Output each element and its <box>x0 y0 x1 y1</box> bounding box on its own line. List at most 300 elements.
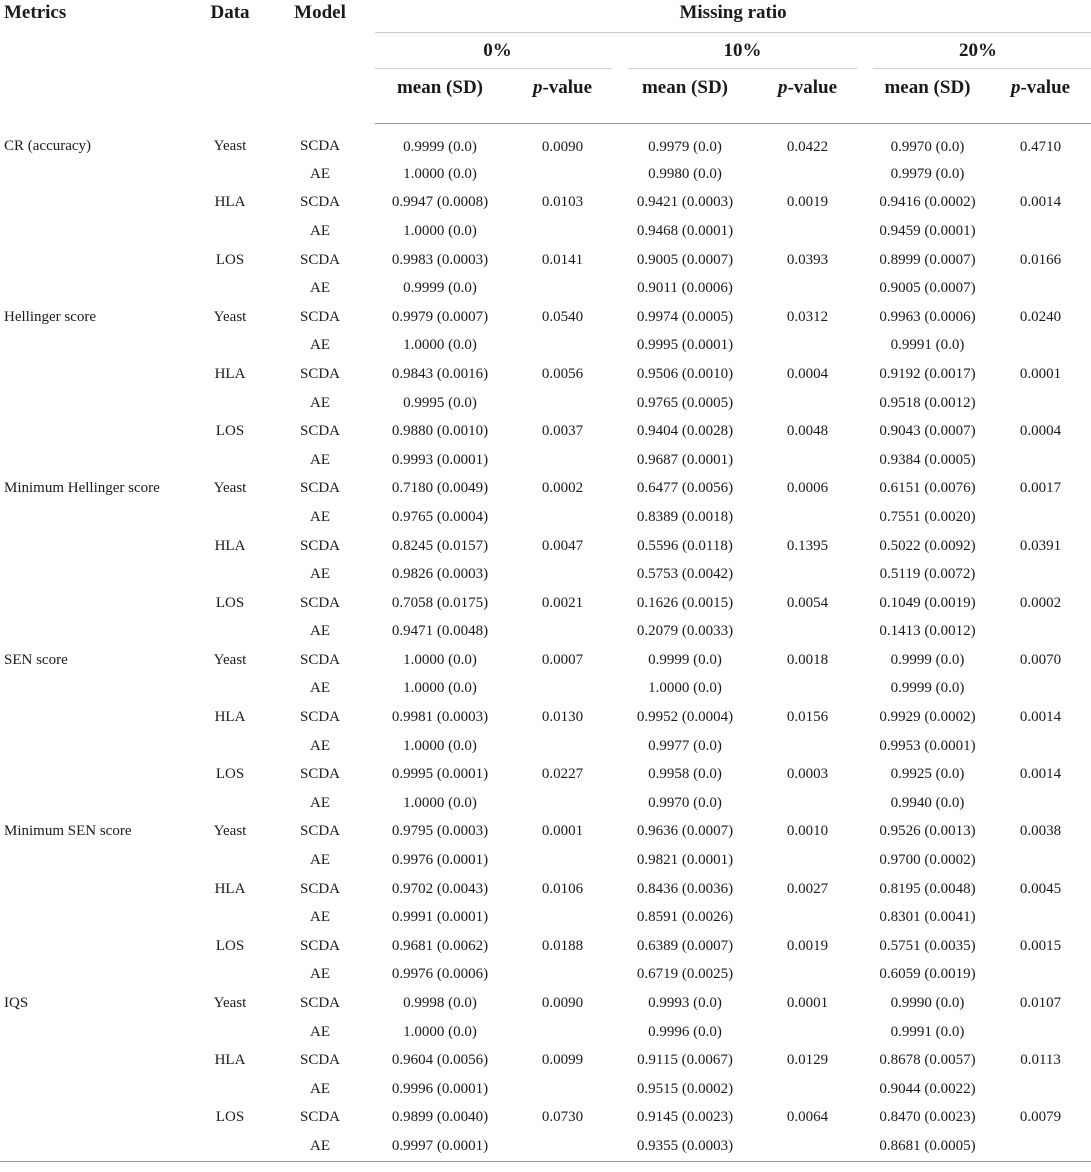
p-value-10-cell: 0.0001 <box>786 995 829 1012</box>
metric-cell <box>0 1018 195 1047</box>
mean-sd-0-cell: 1.0000 (0.0) <box>403 680 477 697</box>
p-value-10-cell <box>750 332 865 361</box>
mean-sd-20-cell: 0.1413 (0.0012) <box>879 623 976 640</box>
mean-sd-10-cell: 0.8436 (0.0036) <box>636 880 734 897</box>
model-cell: SCDA <box>299 138 340 155</box>
data-cell: HLA <box>214 365 246 382</box>
table-row <box>0 389 1091 418</box>
data-cell <box>195 961 265 990</box>
metric-cell <box>0 417 195 446</box>
p-value-10-cell <box>750 618 865 647</box>
mean-sd-20-cell: 0.9963 (0.0006) <box>879 308 976 325</box>
mean-sd-20-cell: 0.9925 (0.0) <box>890 766 965 783</box>
p-value-10-cell <box>750 274 865 303</box>
metric-cell <box>0 961 195 990</box>
mean-sd-10-cell: 0.2079 (0.0033) <box>636 623 734 640</box>
p-value-0-cell <box>505 1075 620 1104</box>
mean-sd-20-cell: 0.9970 (0.0) <box>890 138 965 155</box>
data-cell: HLA <box>214 709 246 726</box>
table-row <box>0 1075 1091 1104</box>
model-header: Model <box>294 2 346 23</box>
mean-sd-10-cell: 0.9995 (0.0001) <box>636 337 734 354</box>
p-value-20-cell: 0.0004 <box>1019 423 1062 440</box>
mean-sd-10-cell: 0.9506 (0.0010) <box>636 365 734 382</box>
p-value-10-cell: 0.0064 <box>786 1109 829 1126</box>
model-cell: AE <box>310 852 330 869</box>
mean-sd-10-cell: 0.8591 (0.0026) <box>636 909 734 926</box>
mean-sd-0-cell: 1.0000 (0.0) <box>403 737 477 754</box>
mean-sd-20-cell: 0.8301 (0.0041) <box>879 909 976 926</box>
mean-sd-20-cell: 0.7551 (0.0020) <box>879 508 976 525</box>
data-cell: HLA <box>214 880 246 897</box>
metric-cell <box>0 932 195 961</box>
mean-sd-0-cell: 1.0000 (0.0) <box>403 222 477 239</box>
mean-sd-10-cell: 0.5596 (0.0118) <box>637 537 733 554</box>
table-row <box>0 789 1091 818</box>
p-value-20-cell: 0.0166 <box>1019 251 1062 268</box>
p-value-20-cell <box>990 618 1091 647</box>
p-value-0-cell <box>505 160 620 189</box>
missing-ratio-header: Missing ratio <box>375 0 1091 33</box>
p-value-10-cell: 0.0156 <box>786 709 829 726</box>
p-value-0-cell: 0.0188 <box>541 937 584 954</box>
mean-sd-0-cell: 0.9976 (0.0001) <box>391 852 489 869</box>
mean-sd-20-cell: 0.9990 (0.0) <box>890 995 965 1012</box>
p-value-0-cell <box>505 675 620 704</box>
p-value-20-cell <box>990 274 1091 303</box>
mean-sd-20-cell: 0.9416 (0.0002) <box>879 194 976 211</box>
mean-sd-0-cell: 0.9979 (0.0007) <box>391 308 489 325</box>
table-row <box>0 675 1091 704</box>
model-cell: SCDA <box>299 365 340 382</box>
p-value-10-cell: 0.0004 <box>786 365 829 382</box>
data-cell <box>195 675 265 704</box>
mean-sd-20-cell: 0.8678 (0.0057) <box>879 1052 976 1069</box>
table-row <box>0 818 1091 847</box>
mean-sd-10-cell: 0.6477 (0.0056) <box>636 480 734 497</box>
table-body <box>0 124 1091 1162</box>
metric-cell <box>0 732 195 761</box>
mean-sd-10-cell: 0.9515 (0.0002) <box>636 1080 734 1097</box>
metric-cell <box>0 189 195 218</box>
p-value-0-cell <box>505 903 620 932</box>
p-value-10-cell: 0.0018 <box>786 651 829 668</box>
p-value-10-cell <box>750 789 865 818</box>
p-value-20-cell <box>990 1018 1091 1047</box>
mean-sd-20-cell: 0.9991 (0.0) <box>890 1023 965 1040</box>
mean-sd-header-10: mean (SD) <box>620 69 750 124</box>
p-value-20-cell <box>990 217 1091 246</box>
table-row <box>0 303 1091 332</box>
p-value-10-cell: 0.0003 <box>786 766 829 783</box>
data-cell: Yeast <box>213 308 247 325</box>
data-cell <box>195 789 265 818</box>
p-value-0-cell: 0.0106 <box>541 880 584 897</box>
p-value-20-cell: 0.0113 <box>1020 1052 1061 1069</box>
model-cell: AE <box>310 280 330 297</box>
model-cell: AE <box>310 737 330 754</box>
mean-sd-10-cell: 0.9993 (0.0) <box>648 995 722 1012</box>
data-cell <box>195 274 265 303</box>
mean-sd-0-cell: 0.8245 (0.0157) <box>391 537 489 554</box>
p-value-0-cell: 0.0227 <box>541 766 584 783</box>
p-value-10-cell <box>750 732 865 761</box>
mean-sd-0-cell: 0.9765 (0.0004) <box>391 508 489 525</box>
mean-sd-0-cell: 0.9880 (0.0010) <box>391 423 489 440</box>
p-value-10-cell <box>750 389 865 418</box>
data-cell: HLA <box>214 1052 246 1069</box>
mean-sd-0-cell: 1.0000 (0.0) <box>403 651 477 668</box>
p-value-0-cell <box>505 1132 620 1161</box>
table-row <box>0 703 1091 732</box>
ratio-header-20: 20% <box>865 33 1091 70</box>
p-value-10-cell <box>750 903 865 932</box>
model-cell: AE <box>310 909 330 926</box>
data-cell <box>195 560 265 589</box>
mean-sd-0-cell: 0.9976 (0.0006) <box>391 966 489 983</box>
p-value-20-cell: 0.0015 <box>1019 937 1062 954</box>
table-row <box>0 560 1091 589</box>
mean-sd-20-cell: 0.9999 (0.0) <box>890 680 965 697</box>
model-cell: AE <box>310 222 330 239</box>
p-value-0-cell: 0.0099 <box>541 1052 584 1069</box>
metric-cell <box>0 846 195 875</box>
table-header <box>0 0 1091 124</box>
mean-sd-0-cell: 0.9899 (0.0040) <box>391 1109 489 1126</box>
mean-sd-0-cell: 0.9702 (0.0043) <box>391 880 489 897</box>
mean-sd-20-cell: 0.1049 (0.0019) <box>879 594 976 611</box>
mean-sd-0-cell: 0.9947 (0.0008) <box>391 194 489 211</box>
mean-sd-10-cell: 0.9636 (0.0007) <box>636 823 734 840</box>
model-cell: SCDA <box>299 995 340 1012</box>
metric-cell: Minimum SEN score <box>4 823 132 840</box>
mean-sd-20-cell: 0.9518 (0.0012) <box>879 394 976 411</box>
metric-cell: CR (accuracy) <box>4 138 92 155</box>
p-value-10-cell: 0.0019 <box>786 937 829 954</box>
p-value-0-cell: 0.0730 <box>541 1109 584 1126</box>
data-cell: Yeast <box>213 651 247 668</box>
data-cell <box>195 1018 265 1047</box>
p-value-0-cell: 0.0002 <box>541 480 584 497</box>
table-row <box>0 1104 1091 1133</box>
p-value-20-cell <box>990 560 1091 589</box>
p-value-20-cell: 0.0014 <box>1019 194 1062 211</box>
mean-sd-20-cell: 0.9459 (0.0001) <box>879 222 976 239</box>
p-value-10-cell <box>750 1075 865 1104</box>
table-row <box>0 1132 1091 1161</box>
model-cell: SCDA <box>299 194 340 211</box>
model-cell: SCDA <box>299 537 340 554</box>
table-row <box>0 475 1091 504</box>
mean-sd-0-cell: 0.9981 (0.0003) <box>391 709 489 726</box>
data-cell: LOS <box>215 937 245 954</box>
p-value-20-cell <box>990 675 1091 704</box>
mean-sd-header-20: mean (SD) <box>865 69 990 124</box>
mean-sd-20-cell: 0.9991 (0.0) <box>890 337 965 354</box>
model-cell: SCDA <box>299 1052 340 1069</box>
metric-cell <box>0 446 195 475</box>
data-cell <box>195 1075 265 1104</box>
model-cell: SCDA <box>299 709 340 726</box>
mean-sd-10-cell: 0.9980 (0.0) <box>648 165 722 182</box>
mean-sd-0-cell: 0.9826 (0.0003) <box>391 566 489 583</box>
mean-sd-20-cell: 0.9005 (0.0007) <box>879 280 976 297</box>
mean-sd-20-cell: 0.5119 (0.0072) <box>879 566 976 583</box>
mean-sd-10-cell: 0.8389 (0.0018) <box>636 508 734 525</box>
metric-cell <box>0 903 195 932</box>
data-cell: LOS <box>215 594 245 611</box>
metric-cell <box>0 1104 195 1133</box>
metric-cell <box>0 875 195 904</box>
model-cell: SCDA <box>299 766 340 783</box>
mean-sd-10-cell: 0.9687 (0.0001) <box>636 451 734 468</box>
model-cell: SCDA <box>299 480 340 497</box>
mean-sd-10-cell: 0.9974 (0.0005) <box>636 308 734 325</box>
metric-cell: SEN score <box>4 651 68 668</box>
table-row <box>0 332 1091 361</box>
model-cell: SCDA <box>299 423 340 440</box>
p-value-10-cell <box>750 961 865 990</box>
p-value-20-cell <box>990 446 1091 475</box>
p-value-0-cell: 0.0090 <box>541 138 584 155</box>
mean-sd-0-cell: 0.9843 (0.0016) <box>391 365 489 382</box>
p-value-10-cell: 0.0048 <box>786 423 829 440</box>
mean-sd-10-cell: 0.9821 (0.0001) <box>636 852 734 869</box>
metric-cell <box>0 675 195 704</box>
model-cell: AE <box>310 1023 330 1040</box>
data-cell: HLA <box>214 194 246 211</box>
mean-sd-0-cell: 1.0000 (0.0) <box>403 1023 477 1040</box>
table-row <box>0 989 1091 1018</box>
table-row <box>0 875 1091 904</box>
mean-sd-20-cell: 0.9999 (0.0) <box>890 651 965 668</box>
mean-sd-10-cell: 0.9115 (0.0067) <box>637 1052 733 1069</box>
metric-cell <box>0 560 195 589</box>
metric-cell: Hellinger score <box>4 308 97 325</box>
data-cell: LOS <box>215 766 245 783</box>
mean-sd-0-cell: 0.9991 (0.0001) <box>391 909 489 926</box>
p-value-0-cell <box>505 560 620 589</box>
metric-cell <box>0 503 195 532</box>
mean-sd-20-cell: 0.9384 (0.0005) <box>879 451 976 468</box>
p-value-10-cell <box>750 560 865 589</box>
model-cell: AE <box>310 394 330 411</box>
p-value-0-cell <box>505 1018 620 1047</box>
p-value-20-cell <box>990 503 1091 532</box>
p-value-20-cell: 0.0391 <box>1019 537 1062 554</box>
model-cell: AE <box>310 794 330 811</box>
mean-sd-20-cell: 0.6151 (0.0076) <box>879 480 976 497</box>
table-row <box>0 732 1091 761</box>
mean-sd-10-cell: 0.9404 (0.0028) <box>636 423 734 440</box>
mean-sd-20-cell: 0.8999 (0.0007) <box>879 251 976 268</box>
data-cell <box>195 160 265 189</box>
mean-sd-10-cell: 0.6719 (0.0025) <box>636 966 734 983</box>
table-row <box>0 246 1091 275</box>
mean-sd-20-cell: 0.9043 (0.0007) <box>879 423 976 440</box>
p-value-0-cell: 0.0047 <box>541 537 584 554</box>
data-cell <box>195 503 265 532</box>
p-value-header-20: p-value <box>990 69 1091 124</box>
p-value-10-cell <box>750 160 865 189</box>
mean-sd-0-cell: 0.9998 (0.0) <box>403 995 477 1012</box>
mean-sd-0-cell: 0.7058 (0.0175) <box>391 594 489 611</box>
mean-sd-0-cell: 1.0000 (0.0) <box>403 337 477 354</box>
mean-sd-header-0: mean (SD) <box>375 69 505 124</box>
mean-sd-20-cell: 0.9940 (0.0) <box>890 794 965 811</box>
p-value-20-cell: 0.0014 <box>1019 709 1062 726</box>
p-value-10-cell: 0.0019 <box>786 194 829 211</box>
metric-cell <box>0 618 195 647</box>
p-value-10-cell: 0.1395 <box>786 537 829 554</box>
mean-sd-20-cell: 0.9192 (0.0017) <box>879 365 976 382</box>
data-cell <box>195 846 265 875</box>
p-value-20-cell: 0.4710 <box>1019 138 1062 155</box>
mean-sd-10-cell: 0.9468 (0.0001) <box>636 222 734 239</box>
mean-sd-20-cell: 0.9526 (0.0013) <box>879 823 976 840</box>
p-value-0-cell <box>505 274 620 303</box>
mean-sd-20-cell: 0.6059 (0.0019) <box>879 966 976 983</box>
metric-cell <box>0 246 195 275</box>
model-cell: AE <box>310 451 330 468</box>
p-value-20-cell: 0.0045 <box>1019 880 1062 897</box>
p-value-10-cell <box>750 217 865 246</box>
mean-sd-0-cell: 0.7180 (0.0049) <box>391 480 489 497</box>
p-value-20-cell: 0.0038 <box>1019 823 1062 840</box>
p-value-20-cell <box>990 732 1091 761</box>
table-row <box>0 903 1091 932</box>
data-cell <box>195 217 265 246</box>
mean-sd-10-cell: 0.9952 (0.0004) <box>636 709 734 726</box>
p-value-20-cell: 0.0014 <box>1019 766 1062 783</box>
metric-cell: IQS <box>4 995 29 1012</box>
model-cell: AE <box>310 966 330 983</box>
table-row <box>0 124 1091 161</box>
p-value-20-cell: 0.0017 <box>1019 480 1062 497</box>
data-cell: Yeast <box>213 823 247 840</box>
p-value-10-cell: 0.0006 <box>786 480 829 497</box>
p-value-20-cell: 0.0070 <box>1019 651 1062 668</box>
metric-cell <box>0 532 195 561</box>
table-row <box>0 760 1091 789</box>
model-cell: SCDA <box>299 880 340 897</box>
mean-sd-0-cell: 0.9993 (0.0001) <box>391 451 489 468</box>
data-cell <box>195 903 265 932</box>
p-value-20-cell <box>990 1132 1091 1161</box>
metric-cell: Minimum Hellinger score <box>4 480 160 497</box>
mean-sd-10-cell: 0.9977 (0.0) <box>648 737 722 754</box>
p-value-0-cell <box>505 503 620 532</box>
data-cell: HLA <box>214 537 246 554</box>
p-value-20-cell: 0.0001 <box>1019 365 1062 382</box>
model-cell: SCDA <box>299 937 340 954</box>
p-value-0-cell <box>505 789 620 818</box>
p-value-0-cell <box>505 332 620 361</box>
p-value-0-cell: 0.0141 <box>541 251 584 268</box>
mean-sd-10-cell: 0.9011 (0.0006) <box>637 280 733 297</box>
metric-cell <box>0 160 195 189</box>
ratio-header-10: 10% <box>620 33 865 70</box>
data-cell: LOS <box>215 423 245 440</box>
mean-sd-0-cell: 1.0000 (0.0) <box>403 165 477 182</box>
mean-sd-20-cell: 0.9044 (0.0022) <box>879 1080 976 1097</box>
data-header: Data <box>210 2 250 23</box>
model-cell: AE <box>310 680 330 697</box>
metric-cell <box>0 332 195 361</box>
p-value-10-cell: 0.0393 <box>786 251 829 268</box>
p-value-10-cell <box>750 675 865 704</box>
table-row <box>0 160 1091 189</box>
mean-sd-0-cell: 0.9999 (0.0) <box>403 138 477 155</box>
p-value-0-cell <box>505 217 620 246</box>
p-value-0-cell: 0.0021 <box>541 594 584 611</box>
table-row <box>0 189 1091 218</box>
p-value-0-cell: 0.0037 <box>541 423 584 440</box>
mean-sd-20-cell: 0.8195 (0.0048) <box>879 880 976 897</box>
metric-cell <box>0 760 195 789</box>
p-value-0-cell: 0.0540 <box>541 308 584 325</box>
mean-sd-0-cell: 0.9604 (0.0056) <box>391 1052 489 1069</box>
table-row <box>0 961 1091 990</box>
mean-sd-0-cell: 0.9681 (0.0062) <box>391 937 489 954</box>
p-value-10-cell <box>750 503 865 532</box>
p-value-10-cell <box>750 446 865 475</box>
model-cell: AE <box>265 1132 375 1161</box>
metric-cell <box>0 1046 195 1075</box>
mean-sd-0-cell: 0.9996 (0.0001) <box>391 1080 489 1097</box>
table-row <box>0 1046 1091 1075</box>
p-value-0-cell <box>505 961 620 990</box>
data-cell: LOS <box>215 251 245 268</box>
ratio-header-0: 0% <box>375 33 620 70</box>
model-cell: SCDA <box>299 251 340 268</box>
model-cell: SCDA <box>299 308 340 325</box>
mean-sd-20-cell: 0.9953 (0.0001) <box>879 737 976 754</box>
mean-sd-0-cell: 0.9999 (0.0) <box>403 280 477 297</box>
mean-sd-20-cell: 0.9700 (0.0002) <box>879 852 976 869</box>
p-value-0-cell <box>505 389 620 418</box>
mean-sd-10-cell: 0.5753 (0.0042) <box>636 566 734 583</box>
data-cell <box>195 389 265 418</box>
p-value-20-cell <box>990 903 1091 932</box>
table-row <box>0 360 1091 389</box>
model-cell: AE <box>310 508 330 525</box>
model-cell: AE <box>310 337 330 354</box>
data-cell <box>195 618 265 647</box>
mean-sd-10-cell: 0.9421 (0.0003) <box>636 194 734 211</box>
table-row <box>0 932 1091 961</box>
mean-sd-0-cell: 0.9995 (0.0) <box>403 394 477 411</box>
mean-sd-10-cell: 0.9970 (0.0) <box>648 794 722 811</box>
mean-sd-10-cell: 0.9999 (0.0) <box>648 651 722 668</box>
mean-sd-0-cell: 0.9997 (0.0001) <box>375 1132 505 1161</box>
metric-cell <box>0 703 195 732</box>
p-value-0-cell: 0.0130 <box>541 709 584 726</box>
table-row <box>0 1018 1091 1047</box>
model-cell: AE <box>310 1080 330 1097</box>
table-row <box>0 646 1091 675</box>
metric-cell <box>0 1075 195 1104</box>
p-value-10-cell <box>750 846 865 875</box>
mean-sd-10-cell: 0.1626 (0.0015) <box>636 594 734 611</box>
model-cell: AE <box>310 165 330 182</box>
data-cell <box>195 732 265 761</box>
p-value-20-cell: 0.0079 <box>1019 1109 1062 1126</box>
mean-sd-20-cell: 0.5751 (0.0035) <box>879 937 976 954</box>
p-value-20-cell <box>990 1075 1091 1104</box>
table-row <box>0 274 1091 303</box>
mean-sd-10-cell: 0.9958 (0.0) <box>648 766 722 783</box>
